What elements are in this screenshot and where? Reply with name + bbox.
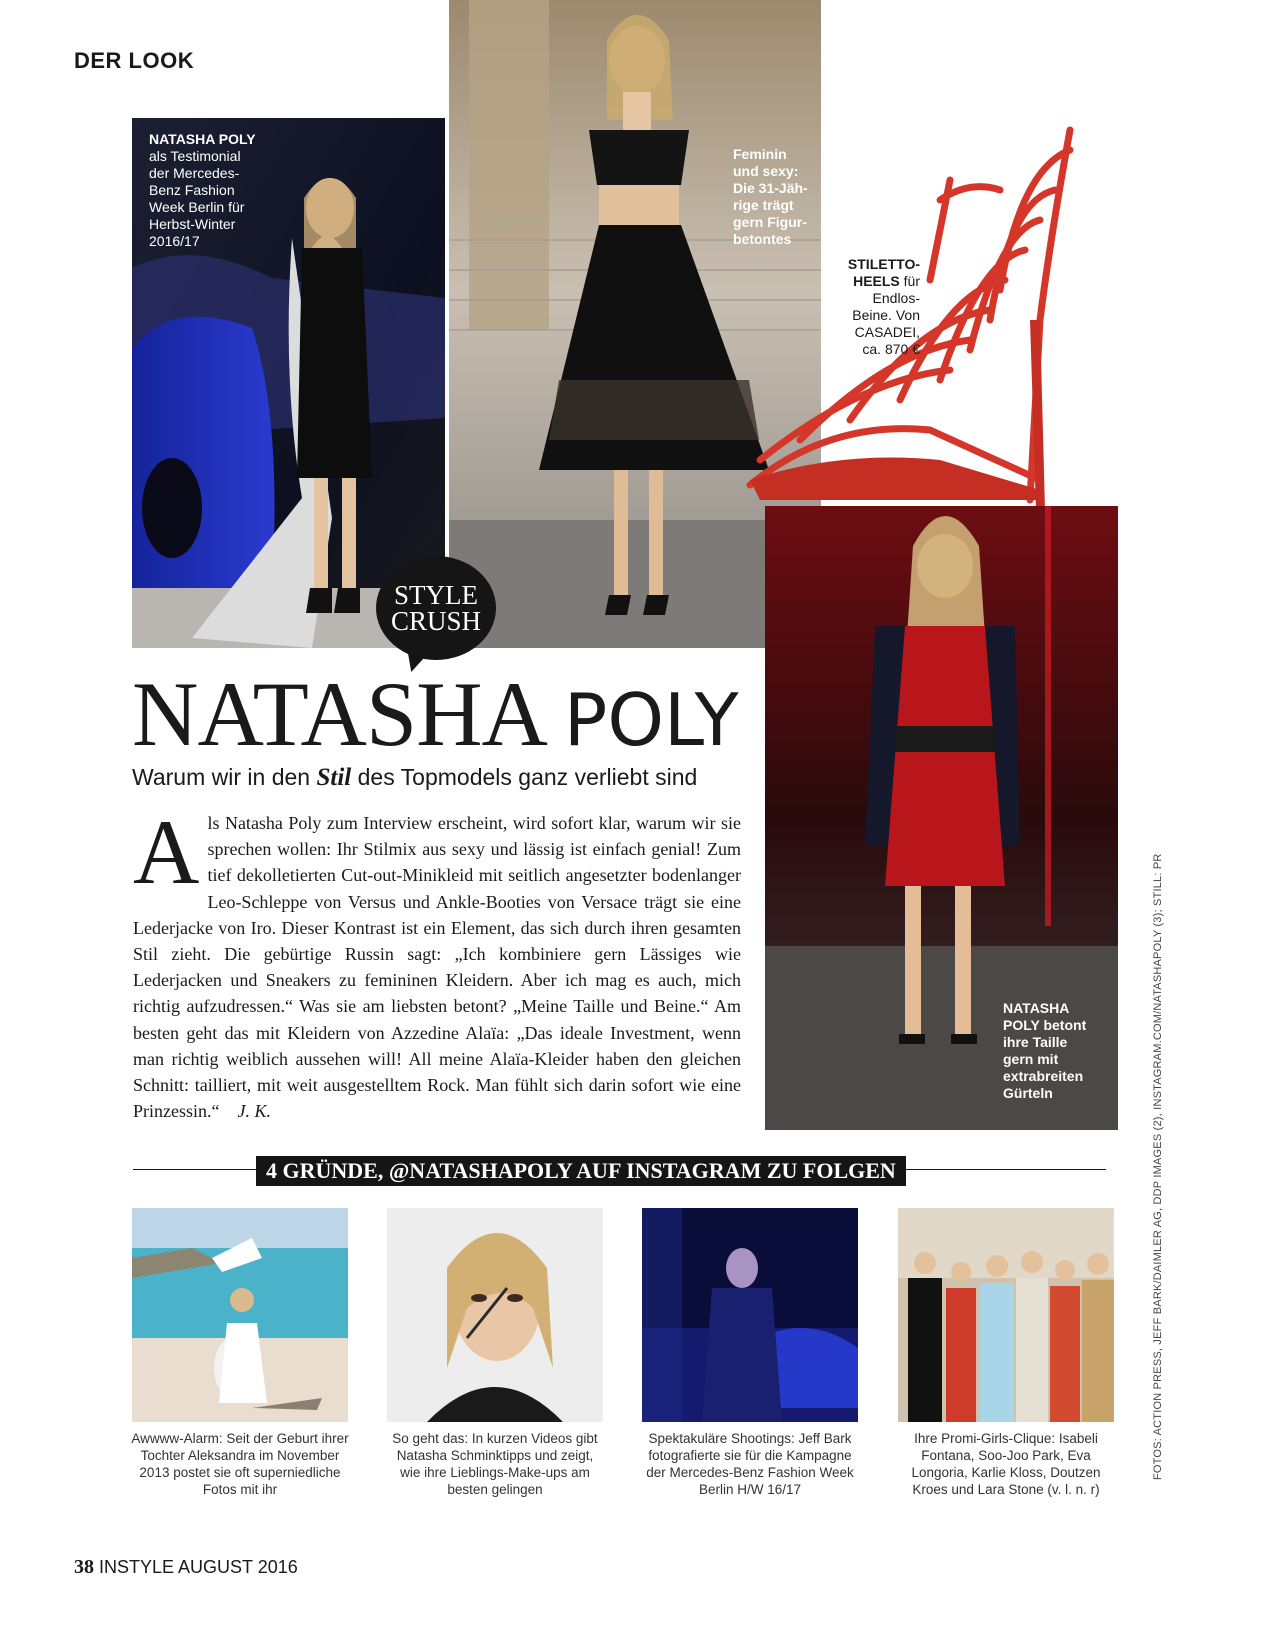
photo-illustration (387, 1208, 603, 1422)
section-label: DER LOOK (74, 48, 195, 73)
issue-label: INSTYLE AUGUST 2016 (99, 1557, 298, 1577)
photo-illustration (898, 1208, 1114, 1422)
ig-caption-4: Ihre Promi-Girls-Clique: Isabeli Fontana, Soo-Joo Park, Eva Longoria, Karlie Kloss, Doutzen Kroes und Lara Stone (v. l. n. r) (911, 1431, 1101, 1497)
author-initials: J. K. (237, 1101, 271, 1122)
style-crush-badge: STYLE CRUSH (376, 556, 496, 660)
photo-credit: FOTOS: ACTION PRESS, JEFF BARK/DAIMLER AG, DDP IMAGES (2), INSTAGRAM.COM/NATASHAPOLY (3); STILL: PR (1152, 853, 1164, 1480)
subheadline: Warum wir in den Stil des Topmodels ganz verliebt sind (132, 764, 698, 791)
caption-photo-red: NATASHA POLY betont ihre Taille gern mit extrabreiten Gürteln (1003, 1000, 1087, 1101)
photo-stiletto-heel (740, 120, 1120, 510)
instagram-banner: 4 GRÜNDE, @NATASHAPOLY AUF INSTAGRAM ZU FOLGEN (256, 1156, 906, 1186)
page-title: NATASHA POLY (132, 663, 739, 765)
page-footer (74, 1556, 298, 1579)
ig-caption-1: Awwww-Alarm: Seit der Geburt ihrer Tochter Aleksandra im November 2013 postet sie oft superniedliche Fotos mit ihr (131, 1431, 349, 1497)
ig-photo-beach (132, 1208, 348, 1422)
caption-photo-left: NATASHA POLY als Testimonial der Mercedes- Benz Fashion Week Berlin für Herbst-Winter 2016/17 (149, 131, 256, 249)
photo-illustration (132, 1208, 348, 1422)
caption-photo-center: Feminin und sexy: Die 31-Jäh- rige trägt gern Figur- betontes (733, 146, 808, 247)
ig-photo-makeup (387, 1208, 603, 1422)
ig-photo-friends (898, 1208, 1114, 1422)
ig-caption-2: So geht das: In kurzen Videos gibt Natasha Schminktipps und zeigt, wie ihre Lieblings-Make-ups am besten gelingen (392, 1431, 598, 1497)
photo-illustration (642, 1208, 858, 1422)
shoe-illustration (740, 120, 1120, 510)
drop-cap: A (133, 801, 200, 903)
ig-photo-campaign (642, 1208, 858, 1422)
caption-shoe: STILETTO- HEELS für Endlos- Beine. Von CASADEI, ca. 870 € (847, 256, 920, 357)
ig-caption-3: Spektakuläre Shootings: Jeff Bark fotografierte sie für die Kampagne der Mercedes-Benz Fashion Week Berlin H/W 16/17 (646, 1431, 854, 1497)
article-body: A ls Natasha Poly zum Interview erscheint, wird sofort klar, warum wir sie sprechen wollen: Ihr Stilmix aus sexy und lässig ist einfach genial! Zum tief dekolletierten Cut-out-Minikleid mit seitlich angesetzter bodenlanger Leo-Schleppe von Versus und Ankle-Booties von Versace trägt sie eine Lederjacke von Iro. Dieser Kontrast ist ein Element, das sich durch ihren gesamten Stil zieht. Die gebürtige Russin sagt: „Ich kombiniere gern Lässiges wie Lederjacken und Sneakers zu femininen Kleidern. Aber ich mag es auch, mich richtig aufzudressen.“ Was sie am liebsten betont? „Meine Taille und Beine.“ Am besten geht das mit Kleidern von Azzedine Alaïa: „Das ideale Investment, wenn man richtig weiblich aussehen will! All meine Alaïa-Kleider haben den gleichen Schnitt: tailliert, mit weit ausgestelltem Rock. Man fühlt sich darin sofort wie eine Prinzessin.“ J. K. (133, 801, 741, 1122)
page-number: 38 (74, 1556, 94, 1578)
